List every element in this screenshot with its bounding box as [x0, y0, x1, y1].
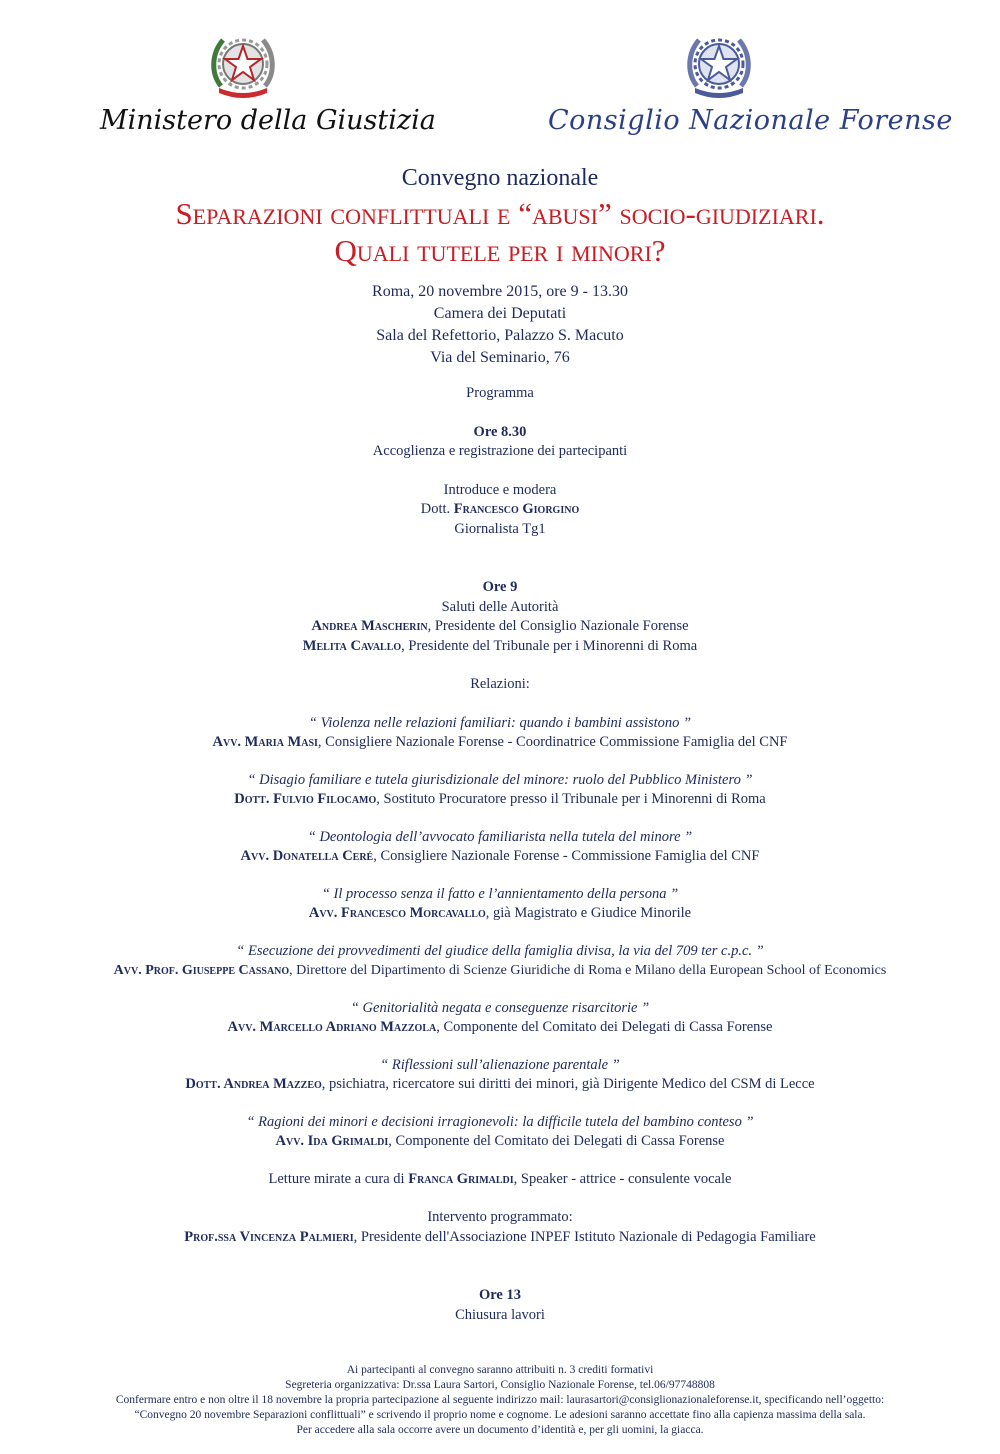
greetings-session — [0, 578, 1000, 656]
greeting-speaker — [0, 637, 1000, 657]
talk-title: “ Violenza nelle relazioni familiari: quando i bambini assistono ” — [308, 714, 692, 731]
readings-prefix: Letture mirate a cura di — [268, 1170, 409, 1187]
moderator-intro: Introduce e modera — [443, 481, 557, 498]
session-activity: Accoglienza e registrazione dei partecipanti — [372, 443, 628, 459]
event-date: Roma, 20 novembre 2015, ore 9 - 13.30 — [372, 283, 628, 300]
speaker-name: Avv. Maria Masi — [212, 734, 318, 750]
speaker-role: , Presidente dell'Associazione INPEF Istituto Nazionale di Pedagogia Familiare — [353, 1228, 816, 1245]
speaker-role: , Componente del Comitato dei Delegati di Cassa Forense — [436, 1019, 773, 1035]
session-time: Ore 9 — [482, 579, 518, 595]
speaker-name: Dott. Andrea Mazzeo — [185, 1076, 322, 1092]
footer-credits: Ai partecipanti al convegno saranno attribuiti n. 3 crediti formativi — [346, 1364, 654, 1376]
footer-notes — [0, 1363, 1000, 1438]
talk-item — [0, 885, 1000, 924]
talk-item — [0, 771, 1000, 810]
speaker-role: , Presidente del Consiglio Nazionale Forense — [427, 618, 689, 634]
event-details — [0, 281, 1000, 369]
talk-item — [0, 999, 1000, 1038]
program-heading: Programma — [466, 385, 534, 401]
italian-republic-emblem-icon — [683, 28, 755, 100]
speaker-role: , Presidente del Tribunale per i Minorenni di Roma — [401, 637, 698, 654]
talk-item — [0, 714, 1000, 753]
talk-list — [0, 714, 1000, 1152]
talk-speaker — [0, 1132, 1000, 1152]
speaker-name: Avv. Prof. Giuseppe Cassano — [113, 963, 290, 978]
speaker-role: , psichiatra, ricercatore sui diritti dei minori, già Dirigente Medico del CSM di Lecce — [321, 1076, 815, 1092]
speaker-role: , già Magistrato e Giudice Minorile — [485, 905, 692, 921]
speaker-role: , Direttore del Dipartimento di Scienze Giuridiche di Roma e Milano della European School of Economics — [289, 963, 887, 978]
talk-title: “ Riflessioni sull’alienazione parentale ” — [380, 1056, 620, 1073]
speaker-name: Melita Cavallo — [302, 637, 402, 654]
talk-speaker — [0, 1018, 1000, 1038]
event-type: Convegno nazionale — [401, 165, 599, 191]
moderator-name: Francesco Giorgino — [453, 501, 580, 517]
talk-speaker — [0, 1075, 1000, 1095]
talk-speaker — [0, 847, 1000, 867]
event-address: Via del Seminario, 76 — [430, 349, 570, 366]
speaker-name: Dott. Fulvio Filocamo — [234, 791, 377, 807]
ministry-name: Ministero della Giustizia — [100, 105, 436, 136]
talk-item — [0, 828, 1000, 867]
event-title — [0, 195, 1000, 269]
title-line: Quali tutele per i minori? — [334, 233, 666, 268]
speaker-role: , Sostituto Procuratore presso il Tribunale per i Minorenni di Roma — [376, 791, 766, 807]
speaker-name: Avv. Marcello Adriano Mazzola — [227, 1019, 437, 1035]
greeting-speaker — [0, 617, 1000, 637]
letterhead — [0, 0, 1000, 160]
talk-speaker — [0, 961, 1000, 981]
talk-speaker — [0, 904, 1000, 924]
closing-session — [0, 1286, 1000, 1325]
speaker-name: Avv. Francesco Morcavallo — [308, 905, 486, 921]
session-time: Ore 13 — [478, 1287, 521, 1303]
invitation-body — [0, 163, 1000, 1325]
council-name: Consiglio Nazionale Forense — [548, 105, 953, 136]
speaker-role: , Consigliere Nazionale Forense - Coordinatrice Commissione Famiglia del CNF — [317, 734, 788, 750]
event-venue: Camera dei Deputati — [433, 305, 567, 322]
speaker-role: , Componente del Comitato dei Delegati di Cassa Forense — [388, 1133, 725, 1149]
moderator-role: Giornalista Tg1 — [454, 520, 546, 537]
opening-session — [0, 423, 1000, 540]
talk-item — [0, 1113, 1000, 1152]
talk-title: “ Il processo senza il fatto e l’annientamento della persona ” — [321, 885, 679, 902]
footer-rsvp-subject: “Convegno 20 novembre Separazioni conflittuali” e scrivendo il proprio nome e cognome. Le adesioni saranno accettate fino alla capienza massima della sala. — [134, 1409, 866, 1421]
footer-rsvp: Confermare entro e non oltre il 18 novembre la propria partecipazione al seguente indirizzo mail: laurasartori@consiglionazionaleforense.it, specificando nell’oggetto: — [115, 1394, 885, 1406]
moderator-title: Dott. — [420, 501, 451, 517]
reader-role: , Speaker - attrice - consulente vocale — [513, 1170, 732, 1187]
moderator — [0, 500, 1000, 520]
session-activity: Saluti delle Autorità — [441, 598, 559, 615]
talk-title: “ Ragioni dei minori e decisioni irragionevoli: la difficile tutela del bambino conteso ” — [246, 1113, 754, 1130]
talks-heading: Relazioni: — [470, 676, 530, 692]
scheduled-speaker — [0, 1228, 1000, 1248]
speaker-name: Avv. Ida Grimaldi — [275, 1133, 389, 1149]
talk-item — [0, 942, 1000, 981]
talk-speaker — [0, 733, 1000, 753]
talk-title: “ Deontologia dell’avvocato familiarista nella tutela del minore ” — [307, 828, 693, 845]
reader-name: Franca Grimaldi — [408, 1170, 514, 1187]
readings — [0, 1170, 1000, 1190]
speaker-role: , Consigliere Nazionale Forense - Commissione Famiglia del CNF — [373, 848, 760, 864]
talk-title: “ Disagio familiare e tutela giurisdizionale del minore: ruolo del Pubblico Ministero ” — [247, 771, 753, 788]
title-line: Separazioni conflittuali e “abusi” socio-giudiziari. — [175, 196, 825, 231]
speaker-name: Avv. Donatella Ceré — [240, 848, 374, 864]
event-room: Sala del Refettorio, Palazzo S. Macuto — [376, 327, 624, 344]
footer-access: Per accedere alla sala occorre avere un documento d’identità e, per gli uomini, la giacca. — [296, 1424, 704, 1436]
talk-title: “ Genitorialità negata e conseguenze risarcitorie ” — [350, 999, 650, 1016]
talk-item — [0, 1056, 1000, 1095]
talk-title: “ Esecuzione dei provvedimenti del giudice della famiglia divisa, la via del 709 ter c.p.c. ” — [236, 942, 764, 959]
session-time: Ore 8.30 — [473, 423, 527, 440]
talk-speaker — [0, 790, 1000, 810]
speaker-name: Prof.ssa Vincenza Palmieri — [184, 1228, 354, 1245]
scheduled-intervention — [0, 1208, 1000, 1247]
scheduled-label: Intervento programmato: — [427, 1209, 573, 1225]
speaker-name: Andrea Mascherin — [311, 618, 428, 634]
footer-secretariat: Segreteria organizzativa: Dr.ssa Laura Sartori, Consiglio Nazionale Forense, tel.06/97748808 — [285, 1379, 715, 1391]
italian-republic-emblem-icon — [207, 28, 279, 100]
session-activity: Chiusura lavori — [455, 1306, 545, 1323]
